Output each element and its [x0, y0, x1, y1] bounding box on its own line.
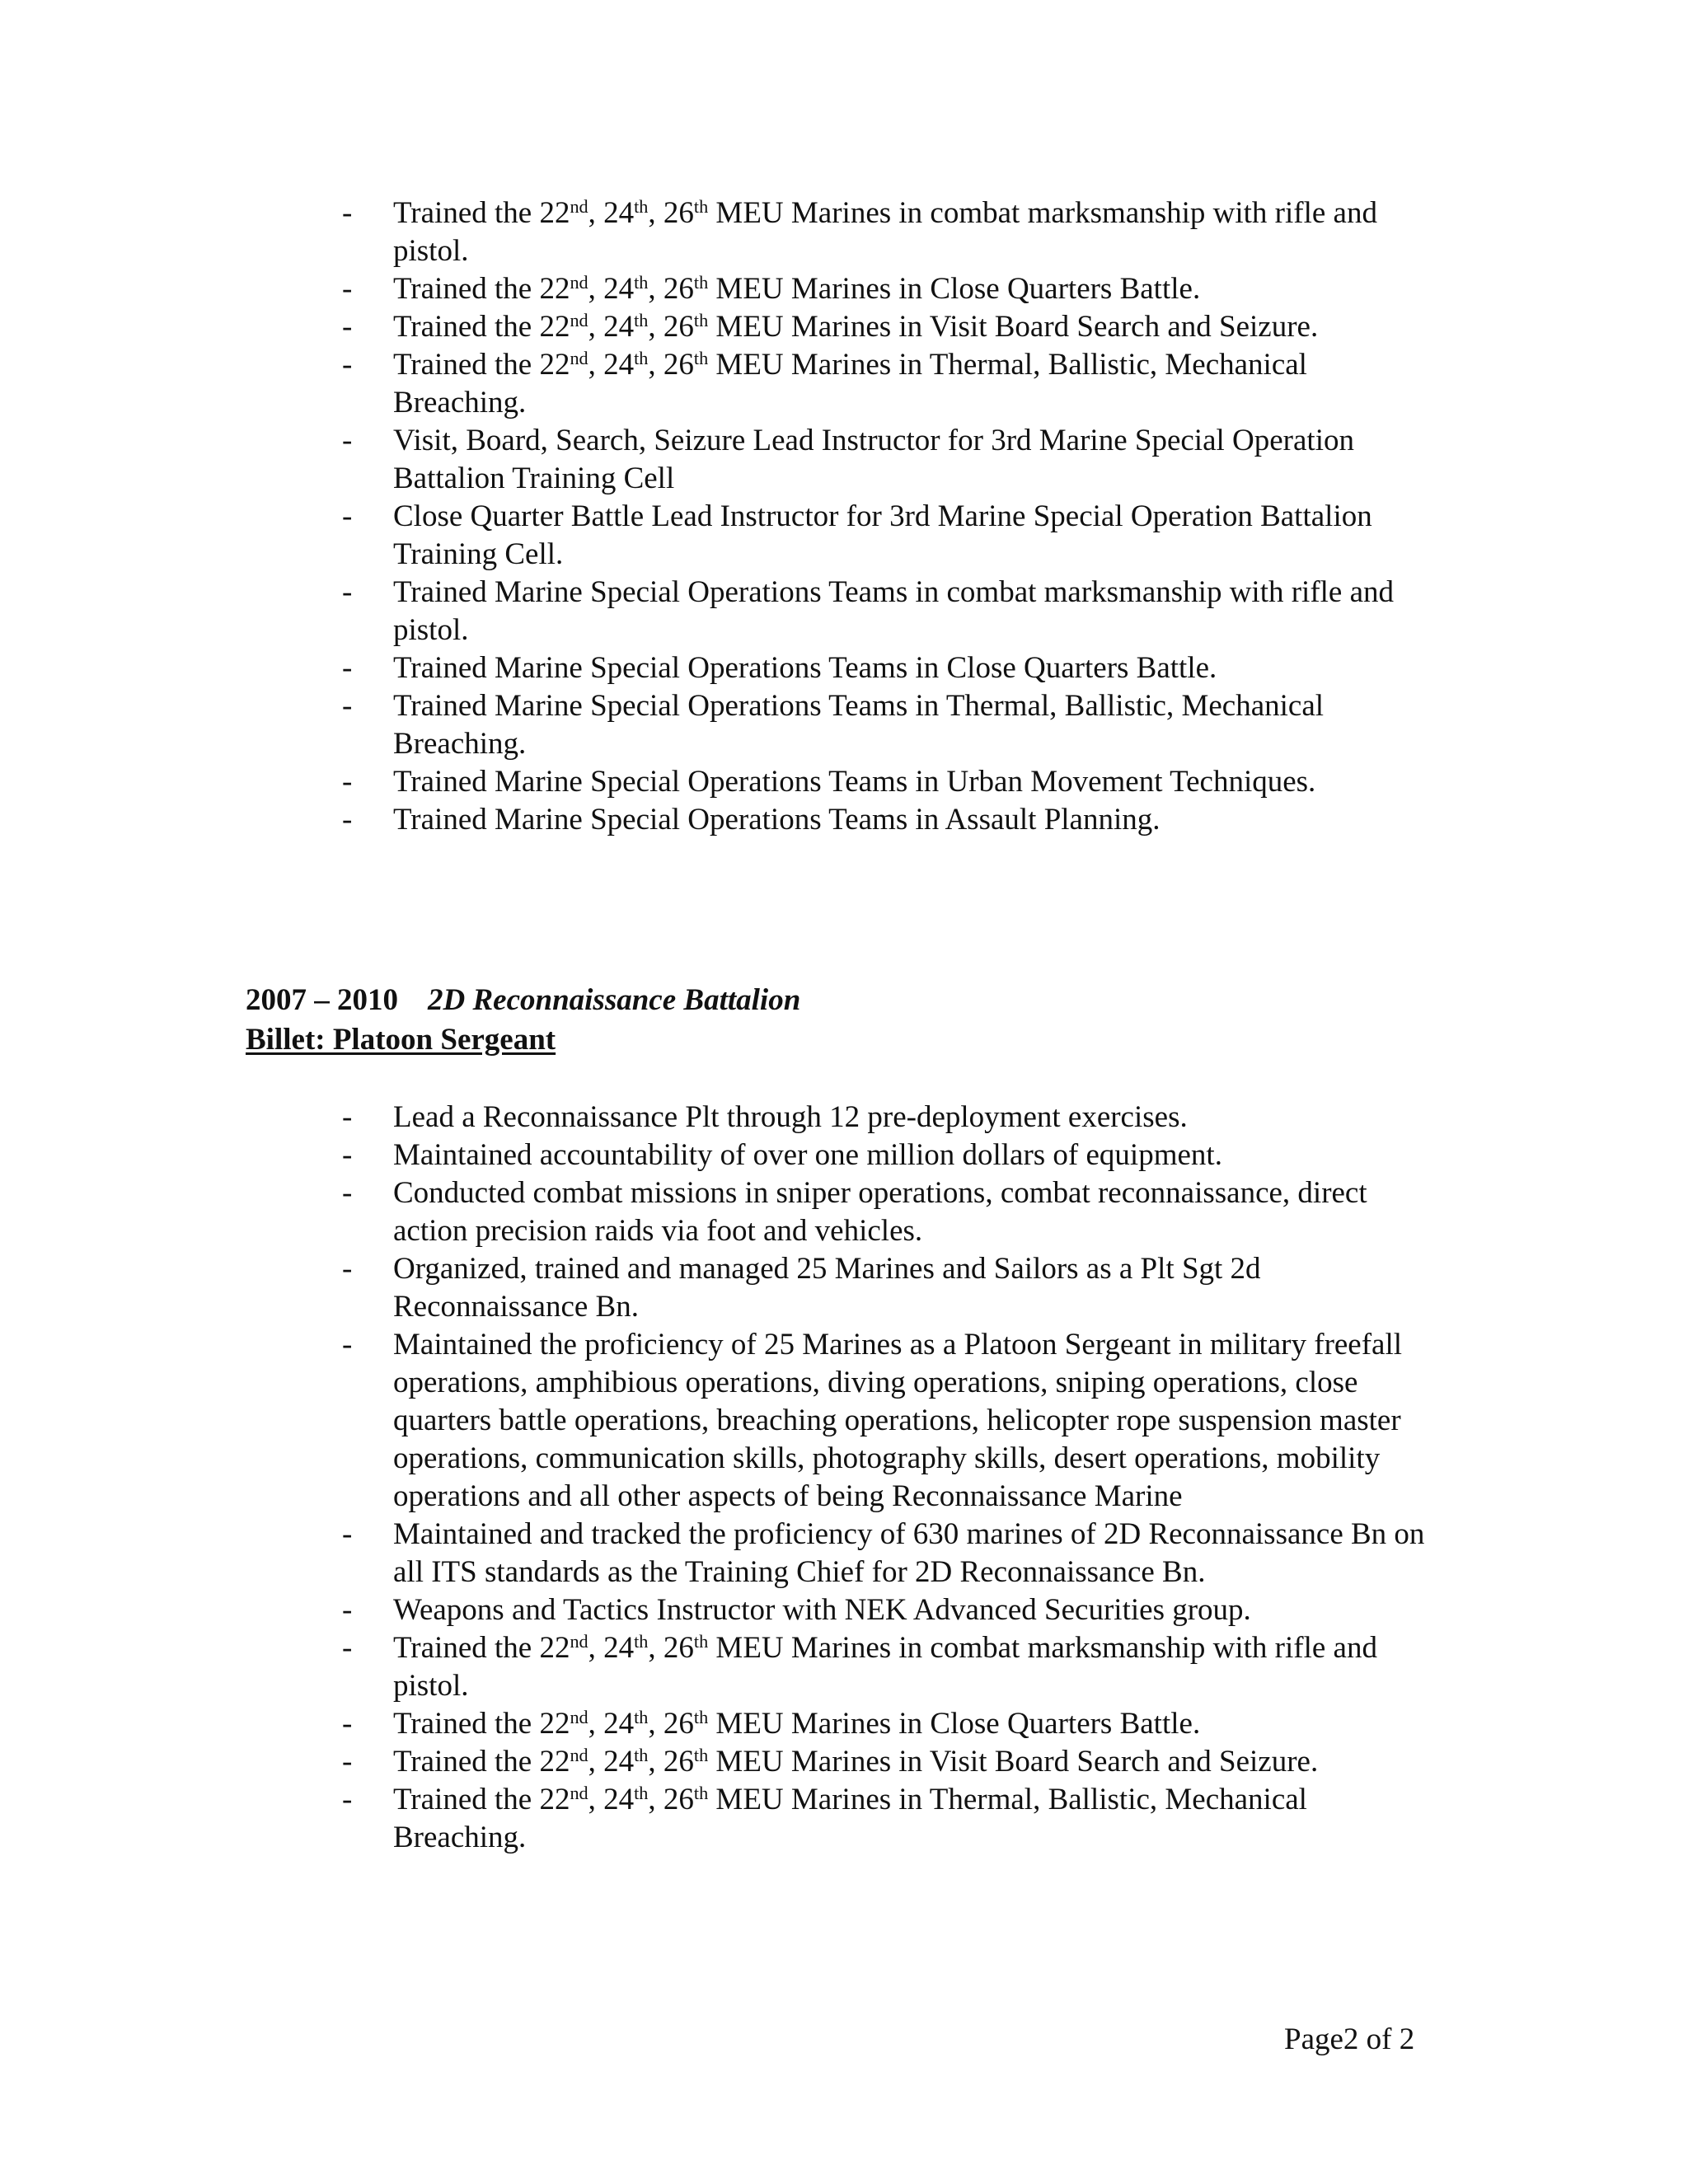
ordinal-suffix: th	[634, 309, 649, 330]
bullet-text	[393, 499, 1372, 571]
bullet-text	[393, 1783, 1307, 1854]
bullet-text	[393, 272, 1200, 306]
text-run: , 26	[648, 196, 694, 230]
text-run: , 24	[588, 310, 635, 344]
text-run: MEU Marines in Visit Board Search and Seizure.	[708, 310, 1319, 344]
bullet-marker: -	[342, 1100, 353, 1134]
bullet-marker: -	[342, 1176, 353, 1210]
bullet-text	[393, 1593, 1251, 1627]
page-number: Page2 of 2	[1284, 2022, 1415, 2056]
bullet-marker: -	[342, 1138, 353, 1172]
bullet-text	[393, 575, 1394, 647]
duty-bullet-list	[342, 1099, 1430, 1857]
text-run: Maintained the proficiency of 25 Marines as a Platoon Sergeant in military freefall operations, amphibious operations, diving operations, sniping operations, close quarters battle operations, breaching operations, helicopter rope suspension master operations, communication skills, photography skills, desert operations, mobility operations and all other aspects of being Reconnaissance Marine	[393, 1328, 1403, 1513]
text-run: Trained the 22	[393, 348, 570, 382]
bullet-item	[342, 1591, 1430, 1629]
bullet-text	[393, 1176, 1367, 1248]
text-run: Conducted combat missions in sniper operations, combat reconnaissance, direct action precision raids via foot and vehicles.	[393, 1176, 1367, 1248]
bullet-marker: -	[342, 348, 353, 382]
text-run: MEU Marines in Visit Board Search and Seizure.	[708, 1745, 1319, 1779]
text-run: Trained the 22	[393, 196, 570, 230]
ordinal-suffix: th	[634, 1744, 649, 1765]
bullet-text	[393, 1252, 1261, 1324]
text-run: Trained the 22	[393, 272, 570, 306]
bullet-text	[393, 689, 1324, 761]
bullet-text	[393, 1745, 1318, 1779]
text-run: Trained the 22	[393, 1631, 570, 1665]
position-years: 2007 – 2010	[246, 983, 398, 1017]
text-run: Trained the 22	[393, 1745, 570, 1779]
bullet-marker: -	[342, 424, 353, 457]
ordinal-suffix: th	[693, 1706, 709, 1727]
bullet-marker: -	[342, 651, 353, 685]
text-run: Organized, trained and managed 25 Marines and Sailors as a Plt Sgt 2d Reconnaissance Bn.	[393, 1252, 1261, 1324]
text-run: Maintained accountability of over one million dollars of equipment.	[393, 1138, 1222, 1172]
text-run: , 26	[648, 1745, 694, 1779]
text-run: Trained Marine Special Operations Teams in combat marksmanship with rifle and pistol.	[393, 575, 1395, 647]
text-run: , 26	[648, 1783, 694, 1816]
text-run: Trained Marine Special Operations Teams in Assault Planning.	[393, 803, 1160, 837]
ordinal-suffix: th	[634, 1706, 649, 1727]
bullet-item	[342, 498, 1430, 574]
text-run: Trained Marine Special Operations Teams in Close Quarters Battle.	[393, 651, 1217, 685]
ordinal-suffix: nd	[570, 1630, 588, 1652]
bullet-marker: -	[342, 1783, 353, 1816]
text-run: Lead a Reconnaissance Plt through 12 pre-deployment exercises.	[393, 1100, 1188, 1134]
ordinal-suffix: th	[693, 347, 709, 368]
text-run: MEU Marines in Close Quarters Battle.	[708, 272, 1201, 306]
text-run: , 24	[588, 272, 635, 306]
text-run: Trained Marine Special Operations Teams in Urban Movement Techniques.	[393, 765, 1316, 799]
bullet-item	[342, 194, 1430, 270]
ordinal-suffix: th	[634, 271, 649, 293]
bullet-item	[342, 422, 1430, 498]
ordinal-suffix: nd	[570, 309, 588, 330]
bullet-marker: -	[342, 499, 353, 533]
position-organization: 2D Reconnaissance Battalion	[428, 983, 801, 1017]
bullet-text	[393, 1631, 1377, 1703]
bullet-item	[342, 801, 1430, 839]
text-run: MEU Marines in combat marksmanship with rifle and pistol.	[393, 196, 1377, 268]
bullet-marker: -	[342, 1252, 353, 1286]
bullet-text	[393, 1707, 1200, 1741]
bullet-text	[393, 1138, 1222, 1172]
text-run: , 24	[588, 1745, 635, 1779]
bullet-item	[342, 270, 1430, 308]
bullet-item	[342, 1705, 1430, 1743]
text-run: MEU Marines in combat marksmanship with rifle and pistol.	[393, 1631, 1377, 1703]
bullet-item	[342, 1137, 1430, 1174]
billet-title: Billet: Platoon Sergeant	[246, 1023, 556, 1057]
ordinal-suffix: th	[634, 1630, 649, 1652]
bullet-item	[342, 1516, 1430, 1591]
text-run: MEU Marines in Close Quarters Battle.	[708, 1707, 1201, 1741]
bullet-item	[342, 308, 1430, 346]
bullet-item	[342, 1326, 1430, 1516]
text-run: Close Quarter Battle Lead Instructor for 3rd Marine Special Operation Battalion Training Cell.	[393, 499, 1372, 571]
text-run: MEU Marines in Thermal, Ballistic, Mechanical Breaching.	[393, 348, 1307, 419]
ordinal-suffix: nd	[570, 195, 588, 217]
text-run: , 26	[648, 348, 694, 382]
text-run: Trained the 22	[393, 1707, 570, 1741]
bullet-text	[393, 348, 1307, 419]
bullet-text	[393, 1517, 1424, 1589]
bullet-marker: -	[342, 1517, 353, 1551]
bullet-item	[342, 687, 1430, 763]
text-run: , 26	[648, 1631, 694, 1665]
bullet-text	[393, 1328, 1402, 1513]
bullet-marker: -	[342, 196, 353, 230]
ordinal-suffix: nd	[570, 1706, 588, 1727]
text-run: , 26	[648, 272, 694, 306]
bullet-item	[342, 1629, 1430, 1705]
bullet-item	[342, 1781, 1430, 1857]
text-run: , 26	[648, 1707, 694, 1741]
text-run: , 24	[588, 1631, 635, 1665]
bullet-marker: -	[342, 1328, 353, 1361]
ordinal-suffix: th	[634, 347, 649, 368]
bullet-text	[393, 651, 1217, 685]
bullet-text	[393, 1100, 1188, 1134]
ordinal-suffix: th	[634, 1782, 649, 1803]
ordinal-suffix: nd	[570, 271, 588, 293]
text-run: , 24	[588, 1783, 635, 1816]
ordinal-suffix: th	[693, 1782, 709, 1803]
bullet-marker: -	[342, 1707, 353, 1741]
bullet-item	[342, 1250, 1430, 1326]
bullet-item	[342, 346, 1430, 422]
bullet-marker: -	[342, 575, 353, 609]
ordinal-suffix: th	[634, 195, 649, 217]
bullet-item	[342, 574, 1430, 649]
text-run: , 24	[588, 1707, 635, 1741]
bullet-marker: -	[342, 1593, 353, 1627]
text-run: , 24	[588, 348, 635, 382]
bullet-text	[393, 310, 1318, 344]
bullet-text	[393, 424, 1354, 495]
bullet-marker: -	[342, 1631, 353, 1665]
text-run: Trained Marine Special Operations Teams in Thermal, Ballistic, Mechanical Breaching.	[393, 689, 1325, 761]
text-run: , 26	[648, 310, 694, 344]
ordinal-suffix: th	[693, 1744, 709, 1765]
text-run: MEU Marines in Thermal, Ballistic, Mechanical Breaching.	[393, 1783, 1307, 1854]
duty-bullet-list	[342, 194, 1430, 839]
text-run: , 24	[588, 196, 635, 230]
bullet-marker: -	[342, 1745, 353, 1779]
bullet-item	[342, 1174, 1430, 1250]
bullet-text	[393, 765, 1315, 799]
bullet-item	[342, 763, 1430, 801]
bullet-item	[342, 1099, 1430, 1137]
ordinal-suffix: nd	[570, 347, 588, 368]
ordinal-suffix: nd	[570, 1744, 588, 1765]
bullet-item	[342, 649, 1430, 687]
text-run: Visit, Board, Search, Seizure Lead Instructor for 3rd Marine Special Operation Battalion Training Cell	[393, 424, 1354, 495]
bullet-text	[393, 803, 1160, 837]
bullet-marker: -	[342, 310, 353, 344]
bullet-marker: -	[342, 765, 353, 799]
ordinal-suffix: th	[693, 309, 709, 330]
bullet-text	[393, 196, 1377, 268]
bullet-marker: -	[342, 689, 353, 723]
text-run: Weapons and Tactics Instructor with NEK Advanced Securities group.	[393, 1593, 1251, 1627]
position-heading	[246, 981, 800, 1060]
text-run: Trained the 22	[393, 1783, 570, 1816]
ordinal-suffix: th	[693, 1630, 709, 1652]
ordinal-suffix: th	[693, 195, 709, 217]
ordinal-suffix: th	[693, 271, 709, 293]
ordinal-suffix: nd	[570, 1782, 588, 1803]
bullet-marker: -	[342, 803, 353, 837]
bullet-marker: -	[342, 272, 353, 306]
bullet-item	[342, 1743, 1430, 1781]
text-run: Maintained and tracked the proficiency of 630 marines of 2D Reconnaissance Bn on all ITS standards as the Training Chief for 2D Reconnaissance Bn.	[393, 1517, 1425, 1589]
text-run: Trained the 22	[393, 310, 570, 344]
